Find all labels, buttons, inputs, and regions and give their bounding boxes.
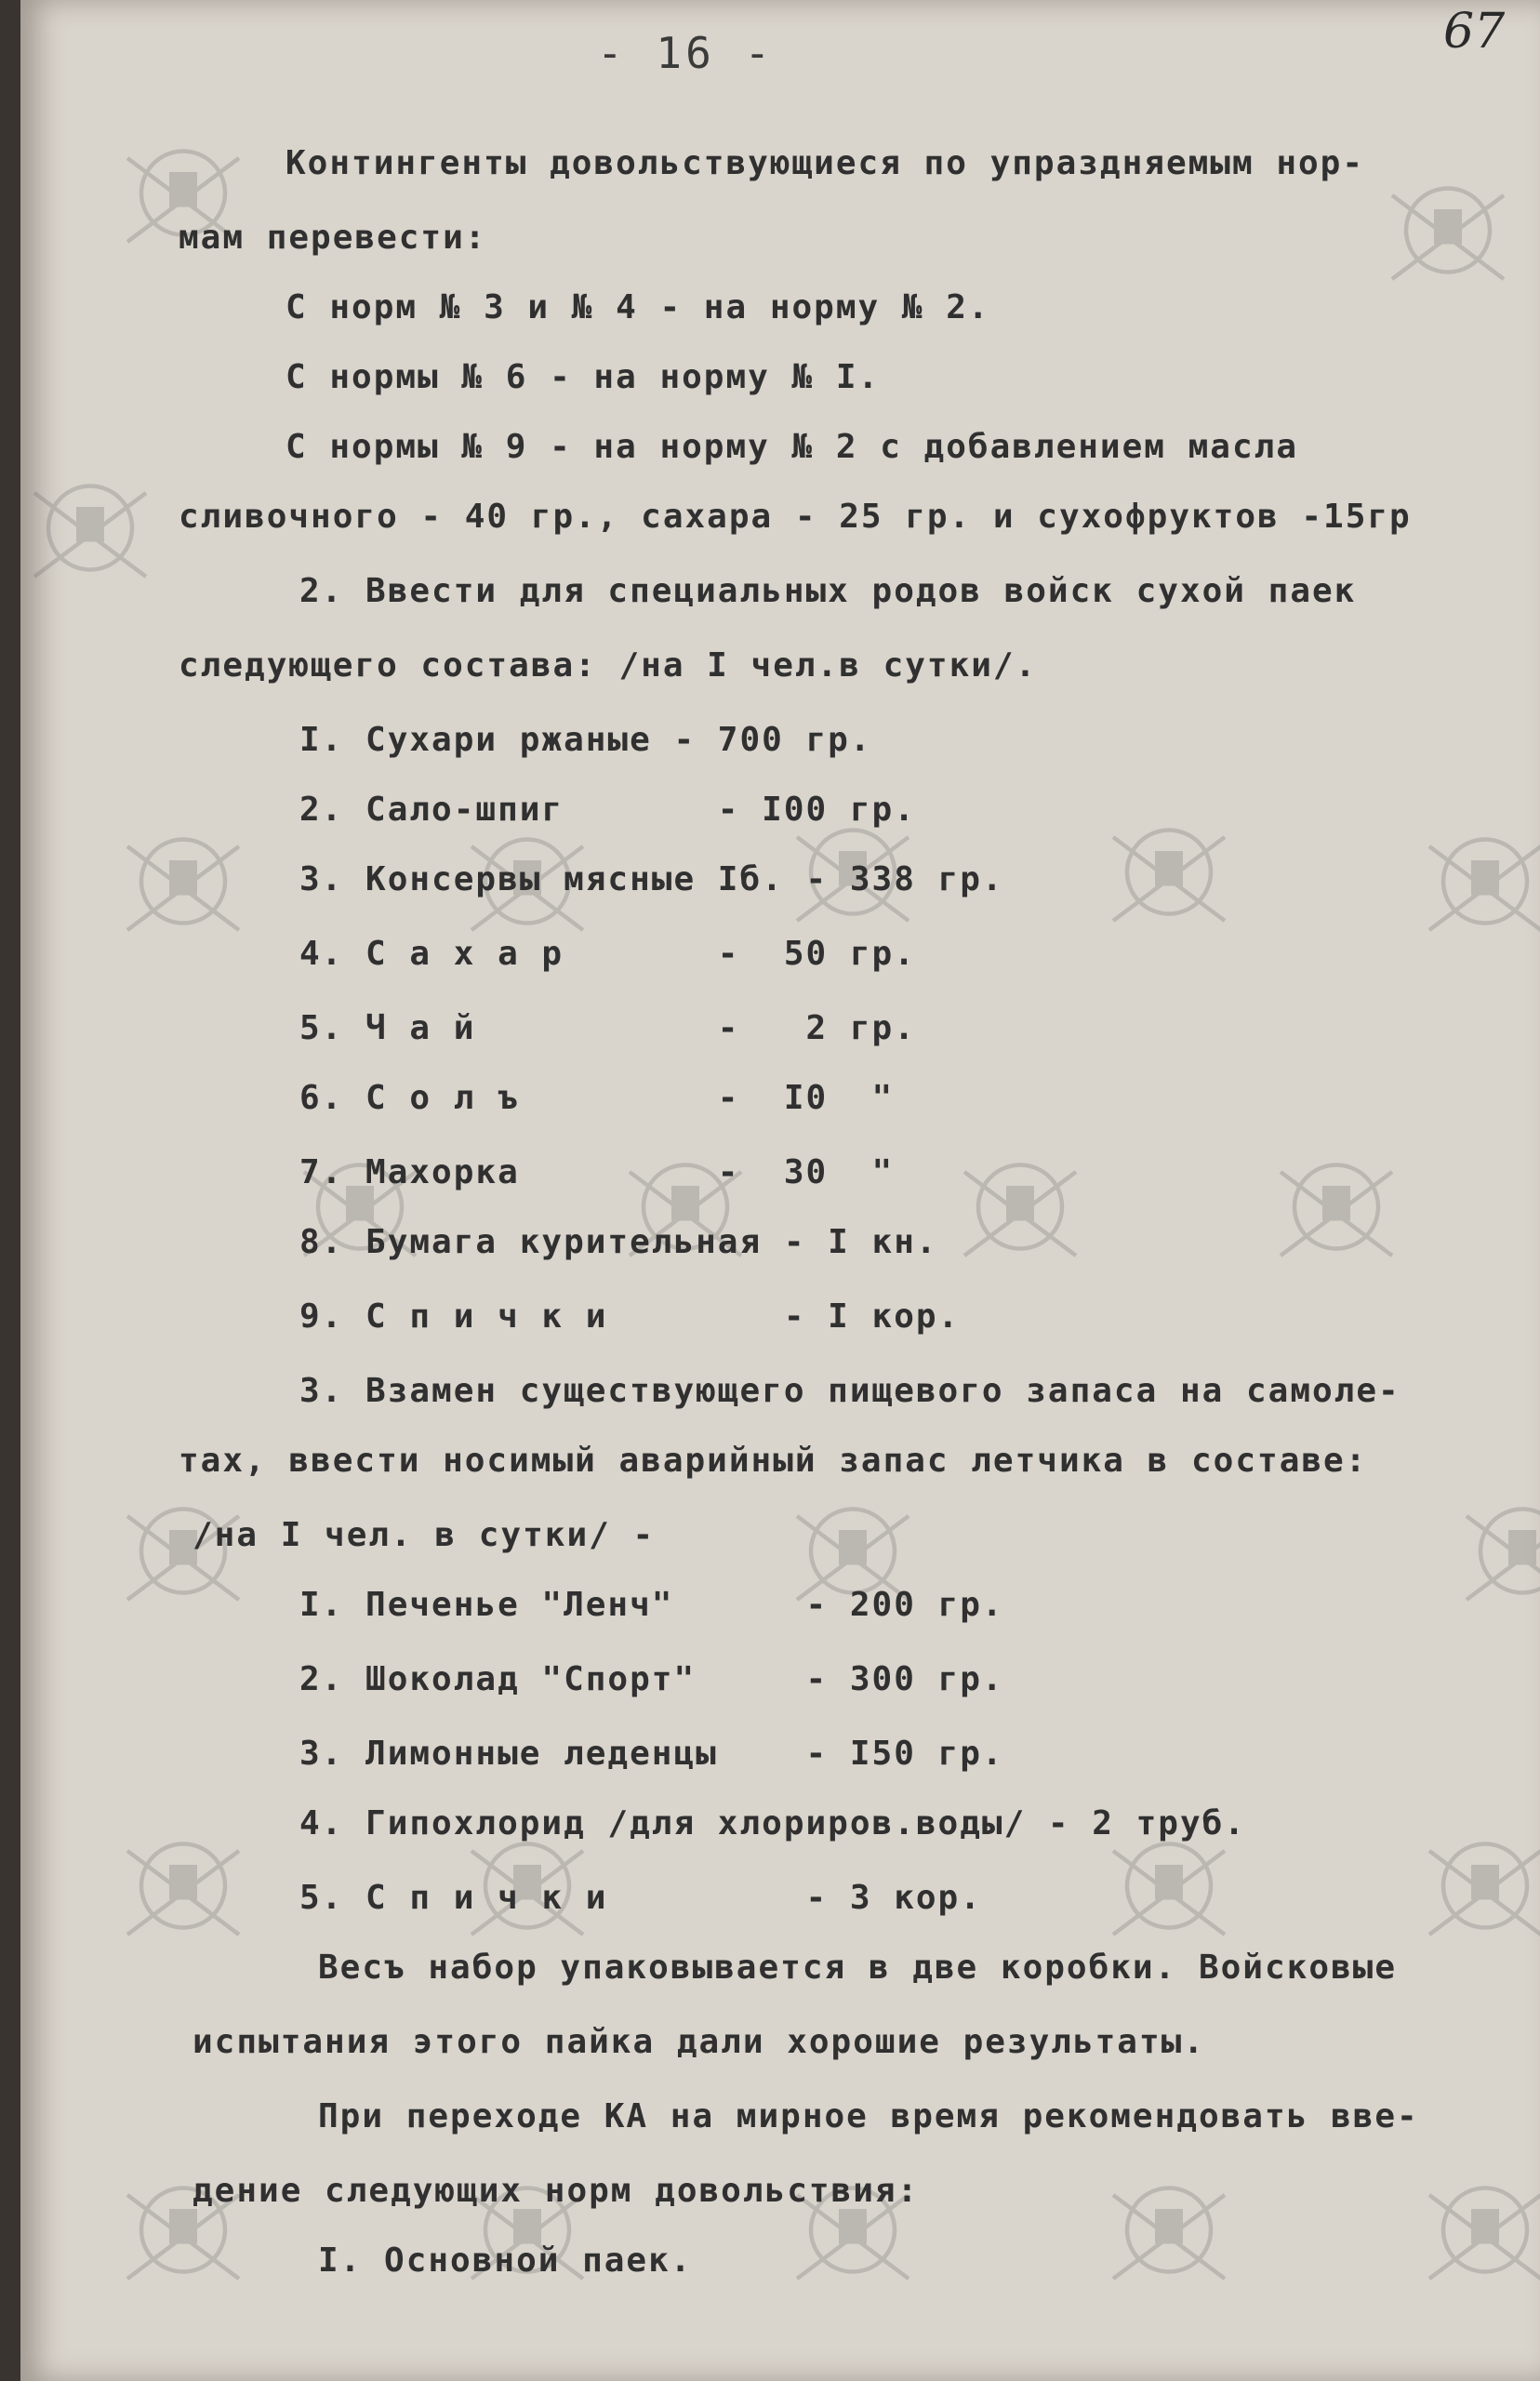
text-line: 5. Ч а й - 2 гр. — [299, 1009, 916, 1047]
text-line: испытания этого пайка дали хорошие результаты. — [192, 2023, 1205, 2061]
watermark-emblem-icon — [1267, 1144, 1406, 1284]
watermark-emblem-icon — [950, 1144, 1090, 1284]
text-line: дение следующих норм довольствия: — [192, 2172, 920, 2210]
text-line: 8. Бумага курительная - I кн. — [299, 1223, 938, 1261]
text-line: I. Сухари ржаные - 700 гр. — [299, 721, 872, 759]
text-line: 7. Махорка - 30 " — [299, 1153, 895, 1191]
text-line: 6. С о л ъ - I0 " — [299, 1079, 895, 1117]
text-line: 3. Лимонные леденцы - I50 гр. — [299, 1735, 1004, 1773]
text-line: С нормы № 9 - на норму № 2 с добавлением масла — [285, 428, 1298, 466]
watermark-emblem-icon — [1415, 2167, 1540, 2307]
text-line: I. Основной паек. — [318, 2241, 693, 2280]
text-line: 5. С п и ч к и - 3 кор. — [299, 1879, 982, 1917]
watermark-emblem-icon — [113, 818, 253, 958]
text-line: 2. Шоколад "Спорт" - 300 гр. — [299, 1660, 1004, 1698]
text-line: 3. Консервы мясные Iб. - 338 гр. — [299, 860, 1004, 898]
watermark-emblem-icon — [1099, 2167, 1239, 2307]
watermark-emblem-icon — [113, 1823, 253, 1962]
text-line: I. Печенье "Ленч" - 200 гр. — [299, 1586, 1004, 1624]
watermark-emblem-icon — [20, 465, 160, 605]
watermark-emblem-icon — [1415, 1823, 1540, 1962]
text-line: тах, ввести носимый аварийный запас летчика в составе: — [179, 1442, 1368, 1480]
text-line: 9. С п и ч к и - I кор. — [299, 1297, 961, 1336]
text-line: сливочного - 40 гр., сахара - 25 гр. и сухофруктов -15гр — [179, 498, 1412, 536]
page-number: - 16 - — [597, 28, 775, 78]
text-line: 2. Сало-шпиг - I00 гр. — [299, 791, 916, 829]
text-line: мам перевести: — [179, 219, 487, 257]
text-line: 4. С а х а р - 50 гр. — [299, 935, 916, 973]
text-line: Контингенты довольствующиеся по упраздняемым нор- — [285, 144, 1365, 182]
text-line: С норм № 3 и № 4 - на норму № 2. — [285, 288, 990, 326]
document-page — [20, 0, 1540, 2381]
text-line: 2. Ввести для специальных родов войск сухой паек — [299, 572, 1357, 610]
text-line: следующего состава: /на I чел.в сутки/. — [179, 646, 1038, 685]
text-line: 3. Взамен существующего пищевого запаса на самоле- — [299, 1372, 1401, 1410]
text-line: Весъ набор упаковывается в две коробки. Войсковые — [318, 1949, 1398, 1987]
watermark-emblem-icon — [1453, 1488, 1540, 1628]
watermark-emblem-icon — [113, 1488, 253, 1628]
watermark-emblem-icon — [1099, 1823, 1239, 1962]
text-line: С нормы № 6 - на норму № I. — [285, 358, 881, 396]
text-line: 4. Гипохлорид /для хлориров.воды/ - 2 труб. — [299, 1804, 1246, 1842]
watermark-emblem-icon — [1099, 809, 1239, 949]
text-line: /на I чел. в сутки/ - — [192, 1516, 656, 1554]
watermark-emblem-icon — [1415, 818, 1540, 958]
text-line: При переходе КА на мирное время рекомендовать вве- — [318, 2097, 1419, 2135]
watermark-emblem-icon — [1378, 167, 1518, 307]
archive-page-number: 67 — [1443, 4, 1506, 60]
